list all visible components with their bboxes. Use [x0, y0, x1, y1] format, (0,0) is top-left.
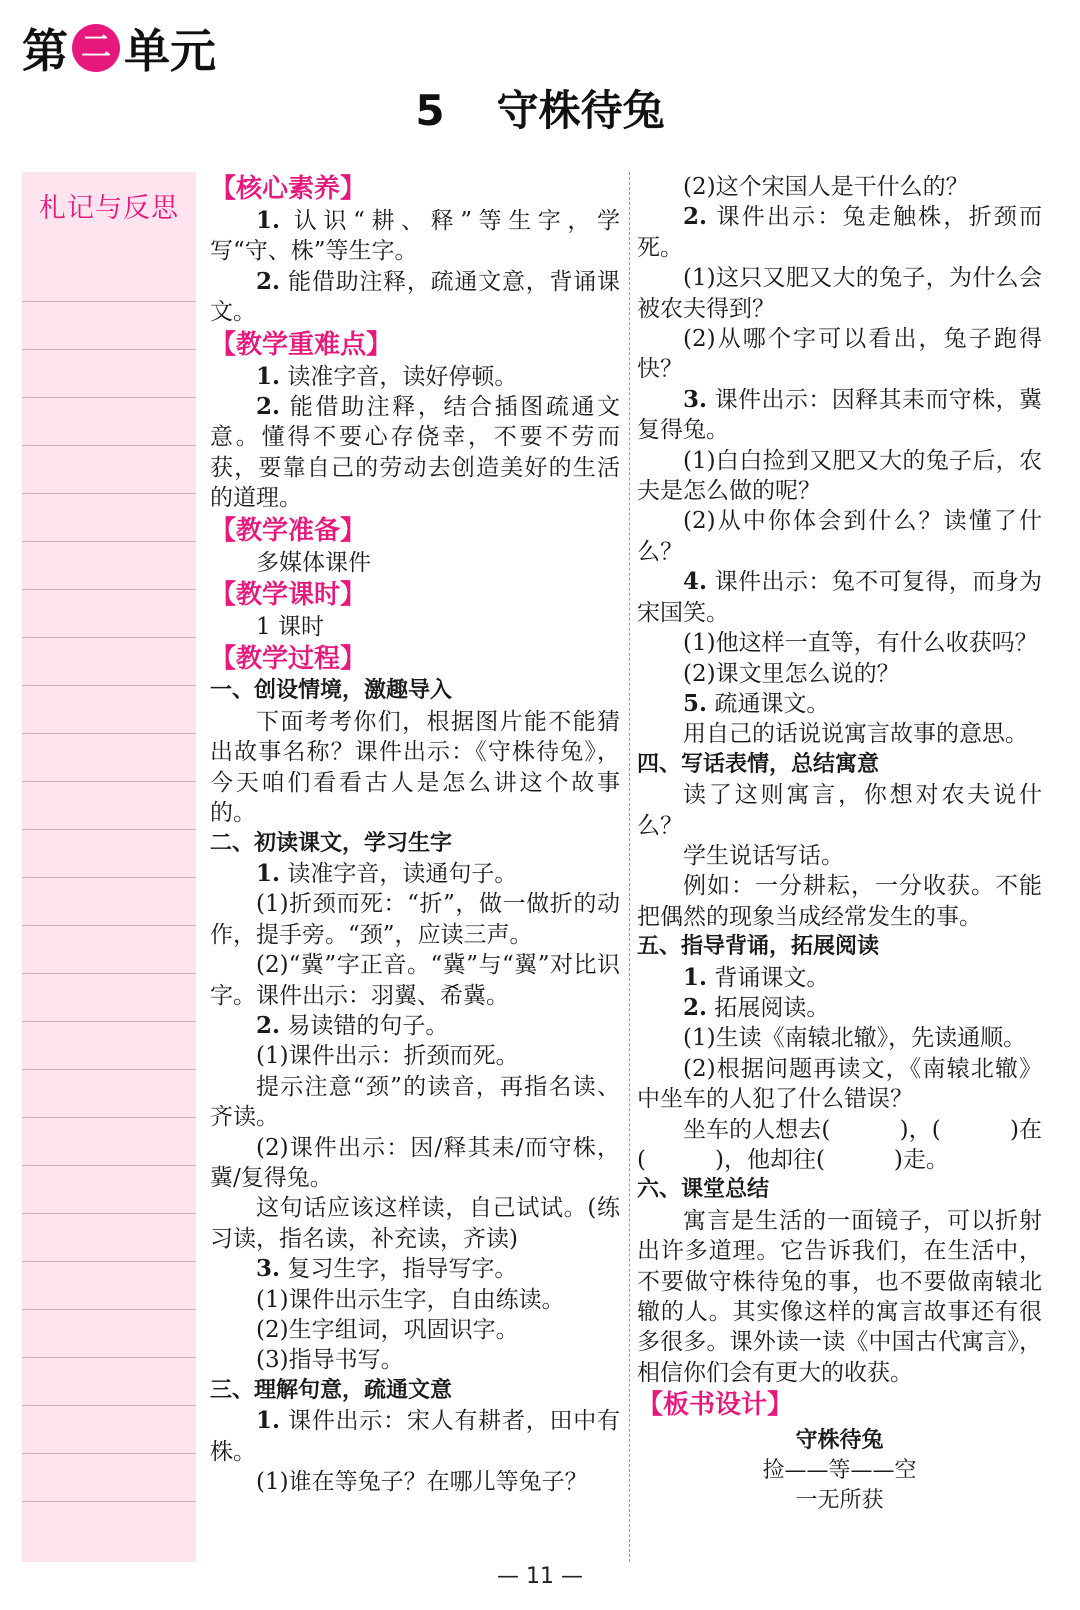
lesson-title	[0, 78, 1080, 138]
paragraph: (1)课件出示：折颈而死。	[256, 1043, 519, 1070]
board-line: 一无所获	[795, 1488, 884, 1514]
step-heading: 二、初读课文，学习生字	[210, 830, 453, 856]
paragraph: 1 课时	[256, 614, 324, 641]
step-heading: 四、写话表情，总结寓意	[637, 751, 880, 777]
paragraph: 下面考考你们，根据图片能不能猜出故事名称？课件出示：《守株待兔》，今天咱们看看古人是怎么讲这个故事的。	[210, 708, 620, 827]
paragraph: 1. 读准字音，读通句子。	[256, 859, 518, 887]
lesson-name: 守株待兔	[496, 86, 665, 135]
paragraph: 2. 课件出示：兔走触株，折颈而死。	[637, 203, 1042, 261]
paragraph: 4. 课件出示：兔不可复得，而身为宋国笑。	[637, 568, 1042, 626]
right-column	[637, 172, 1042, 1516]
paragraph: 3. 复习生字，指导写字。	[256, 1255, 518, 1283]
paragraph: (1)谁在等兔子？在哪儿等兔子？	[256, 1469, 588, 1496]
section-title: 【核心素养】	[210, 174, 367, 204]
column-divider	[629, 172, 630, 1562]
paragraph: 多媒体课件	[256, 549, 371, 576]
paragraph: 用自己的话说说寓言故事的意思。	[683, 721, 1028, 748]
paragraph: 寓言是生活的一面镜子，可以折射出许多道理。它告诉我们，在生活中，不要做守株待兔的事，也不要做南辕北辙的人。其实像这样的寓言故事还有很多很多。课外读一读《中国古代寓言》，相信你们会有更大的收获。	[637, 1207, 1042, 1386]
paragraph: 1. 课件出示：宋人有耕者，田中有株。	[210, 1407, 620, 1465]
paragraph: (2)“冀”字正音。“冀”与“翼”对比识字。课件出示：羽翼、希冀。	[210, 952, 620, 1009]
paragraph: (2)从中你体会到什么？读懂了什么？	[637, 508, 1042, 565]
paragraph: (2)根据问题再读文，《南辕北辙》中坐车的人犯了什么错误？	[637, 1055, 1042, 1113]
paragraph: 1. 背诵课文。	[683, 963, 830, 991]
step-heading: 三、理解句意，疏通文意	[210, 1377, 453, 1403]
step-heading: 六、课堂总结	[637, 1177, 770, 1203]
paragraph: (1)课件出示生字，自由练读。	[256, 1286, 565, 1313]
paragraph: 3. 课件出示：因释其耒而守株，冀复得兔。	[637, 385, 1042, 444]
paragraph: (2)从哪个字可以看出，兔子跑得快？	[637, 326, 1042, 383]
paragraph: 5. 疏通课文。	[683, 689, 830, 717]
paragraph: (2)这个宋国人是干什么的？	[683, 174, 969, 200]
left-column	[210, 172, 620, 1497]
paragraph: 2. 拓展阅读。	[683, 993, 830, 1021]
paragraph: (1)白白捡到又肥又大的兔子后，农夫是怎么做的呢？	[637, 447, 1042, 505]
step-heading: 一、创设情境，激趣导入	[210, 678, 453, 704]
unit-number-badge: 二	[72, 24, 120, 72]
board-design	[637, 1426, 1042, 1516]
paragraph: (1)折颈而死：“折”，做一做折的动作，提手旁。“颈”，应读三声。	[210, 891, 620, 948]
paragraph: 读了这则寓言，你想对农夫说什么？	[637, 782, 1042, 839]
paragraph: 1. 认识“耕、释”等生字，学写“守、株”等生字。	[210, 207, 620, 265]
paragraph: (1)这只又肥又大的兔子，为什么会被农夫得到？	[637, 265, 1042, 322]
section-title: 【教学准备】	[210, 515, 367, 546]
paragraph: (1)生读《南辕北辙》，先读通顺。	[683, 1025, 1027, 1052]
paragraph: 这句话应该这样读，自己试试。(练习读，指名读，补充读，齐读)	[210, 1195, 620, 1252]
page-number: — 11 —	[497, 1564, 583, 1589]
paragraph: (2)课文里怎么说的？	[683, 660, 900, 687]
unit-header	[22, 18, 216, 78]
paragraph: 2. 能借助注释，结合插图疏通文意。懂得不要心存侥幸，不要不劳而获，要靠自己的劳动去创造美好的生活的道理。	[210, 393, 620, 512]
paragraph: (2)生字组词，巩固识字。	[256, 1317, 519, 1343]
fill-blank-exercise: 坐车的人想去( )，( )在( )，他却往( )走。	[637, 1116, 1042, 1173]
notes-sidebar	[22, 172, 196, 1562]
paragraph: 1. 读准字音，读好停顿。	[256, 362, 518, 390]
paragraph: 例如：一分耕耘，一分收获。不能把偶然的现象当成经常发生的事。	[637, 873, 1042, 930]
board-line: 捡——等——空	[762, 1458, 917, 1484]
section-title: 【教学重难点】	[210, 329, 393, 360]
paragraph: (3)指导书写。	[256, 1347, 404, 1374]
unit-prefix: 第	[22, 24, 68, 78]
paragraph: 提示注意“颈”的读音，再指名读、齐读。	[210, 1073, 620, 1131]
paragraph: (2)课件出示：因/释其耒/而守株，冀/复得兔。	[210, 1134, 620, 1191]
section-title: 【教学课时】	[210, 580, 367, 611]
paragraph: 2. 能借助注释，疏通文意，背诵课文。	[210, 267, 620, 326]
section-title: 【板书设计】	[637, 1390, 794, 1421]
sidebar-title: 札记与反思	[39, 193, 179, 224]
section-title: 【教学过程】	[210, 644, 367, 675]
lesson-number: 5	[415, 86, 445, 135]
board-title: 守株待兔	[795, 1428, 884, 1454]
step-heading: 五、指导背诵，拓展阅读	[637, 934, 880, 960]
paragraph: (1)他这样一直等，有什么收获吗？	[683, 630, 1038, 657]
note-lines	[22, 254, 196, 1532]
paragraph: 学生说话写话。	[683, 842, 844, 869]
paragraph: 2. 易读错的句子。	[256, 1011, 449, 1039]
unit-suffix: 单元	[124, 24, 216, 78]
